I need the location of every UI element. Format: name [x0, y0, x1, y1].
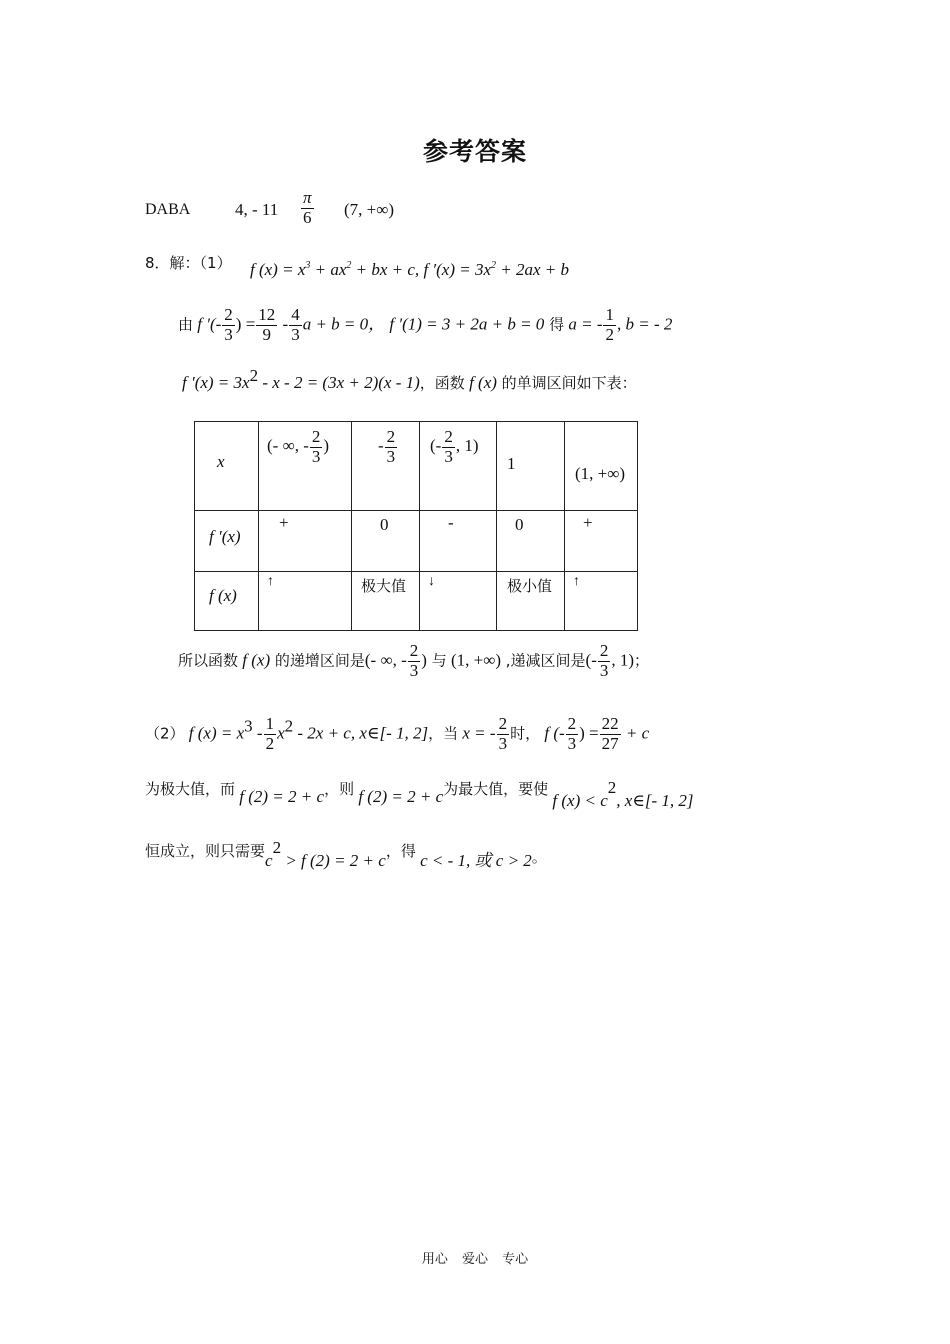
q8-part2: （2） f $(x) = x^3$ - $\frac{1}{2}$ $x^2 - 2x + c$, x∈[- 1, 2]，当 x = - $\frac{2}{3}$ 时， f (- $\frac{2}{3}$ ) = $\frac{22}{27}$ + c: [145, 714, 650, 753]
answer-3: $\frac{\pi}{6}$: [303, 188, 312, 227]
increasing-arrow-icon: ↑: [267, 574, 274, 589]
header-interval-3: (1, +∞): [575, 464, 626, 483]
row-derivative-label: f ′(x): [209, 527, 241, 546]
increasing-arrow-icon-2: ↑: [573, 574, 580, 589]
q8-line2: 由 f ′(- $\frac{2}{3}$ ) = $\frac{12}{9}$ - $\frac{4}{3}$ a + b = 0， f ′(1) = 3 + 2a + b = 0 得 a = - $\frac{1}{2}$ , b = - 2: [178, 305, 673, 344]
q8-line3: f $'(x) = 3x^2 - x - 2 = (3x + 2)(x - 1)$，函数 f (x) 的单调区间如下表：: [182, 366, 637, 392]
page-title: 参考答案: [422, 137, 527, 166]
derivative-sign-4: 0: [515, 515, 524, 534]
local-max-label: 极大值: [361, 577, 407, 595]
row-function-label: f (x): [209, 586, 237, 605]
derivative-sign-1: +: [279, 513, 289, 532]
header-interval-2: (- $\frac{2}{3}$ , 1): [430, 427, 479, 466]
header-interval-1: (- ∞, - $\frac{2}{3}$ ): [267, 427, 330, 466]
answer-letters: DABA: [145, 201, 191, 218]
q8-label: 8．解：（1）: [145, 254, 232, 272]
q8-line1-formula: f $(x) = x^3 + ax^2$ + bx + c, f $'(x) = 3x^2 + 2ax + b$: [250, 260, 570, 279]
answer-2: 4, - 11: [235, 200, 279, 219]
derivative-sign-3: -: [448, 513, 454, 532]
decreasing-arrow-icon: ↓: [428, 574, 435, 589]
answer-4: (7, +∞): [344, 200, 395, 219]
header-point-2: 1: [507, 454, 516, 473]
monotonicity-table: [194, 421, 638, 631]
derivative-sign-5: +: [583, 513, 593, 532]
header-point-1: - $\frac{2}{3}$: [378, 427, 396, 466]
local-min-label: 极小值: [507, 577, 553, 595]
q8-line7: 恒成立，则只需要$c^2 > f$ (2) = 2 + c，得 c < - 1, 或 c > 2。: [145, 838, 547, 870]
q8-line4: 所以函数 f (x) 的递增区间是(- ∞, - $\frac{2}{3}$ ) 与 (1, +∞) ,递减区间是(- $\frac{2}{3}$ , 1)；: [178, 641, 650, 680]
derivative-sign-2: 0: [380, 515, 389, 534]
footer: 用心 爱心 专心: [421, 1252, 529, 1267]
q8-line6: 为极大值，而 f (2) = 2 + c，则 f (2) = 2 + c为最大值，要使 f $(x) < c^2$, x∈[- 1, 2]: [145, 778, 694, 810]
header-x: x: [217, 452, 225, 471]
